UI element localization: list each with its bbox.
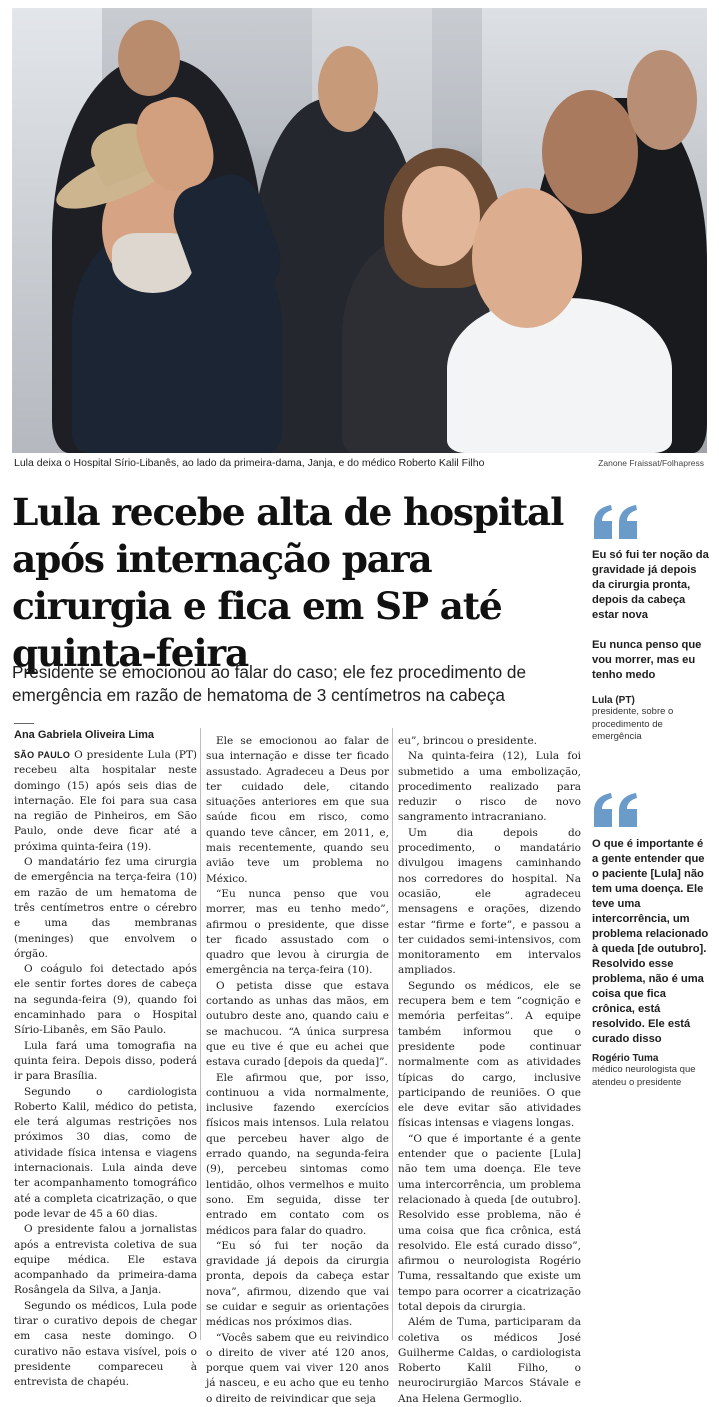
article-column-1 [14, 748, 197, 1390]
article-column-2 [206, 734, 389, 1407]
paragraph: eu”, brincou o presidente. [398, 735, 538, 747]
paragraph: Segundo o cardiologista Roberto Kalil, médico do petista, ele terá algumas restrições nos próximos 30 dias, como de atividade física intensa e viagens internacionais. Lula ainda deve ter acompanhamento tomográfico até a completa cicatrização, o que pode levar de 45 a 60 dias. [14, 1085, 197, 1220]
paragraph: Segundo os médicos, ele se recupera bem e tem “cognição e memória perfeitas”. A equipe também informou que o presidente pode continuar normalmente com as atividades típicas do cargo, inclusive participando de reuniões. O que ele deve evitar são atividades físicas intensas e viagens longas. [398, 979, 581, 1130]
article-photo [12, 8, 707, 453]
photo-head [472, 188, 582, 328]
photo-figure-doctor [447, 298, 672, 453]
photo-head [318, 46, 378, 132]
quote-author: Rogério Tuma [592, 1053, 659, 1064]
paragraph: Ele afirmou que, por isso, continuou a vida normalmente, inclusive fazendo exercícios físicos mais intensos. Lula relatou que percebeu haver algo de errado quando, na segunda-feira (9), percebeu sintomas como lentidão, olhos vermelhos e muito sono. Em seguida, disse ter entrado em contato com os médicos para falar do quadro. [206, 1071, 389, 1237]
column-divider [200, 728, 201, 1340]
pull-quote-lula [592, 505, 710, 744]
article-column-3 [398, 734, 581, 1407]
paragraph: Lula fará uma tomografia na quinta feira. Depois disso, poderá ir para Brasília. [14, 1039, 197, 1083]
paragraph: “O que é importante é a gente entender que o paciente [Lula] não tem uma doença. Ele teve uma intercorrência, um problema relacionado à queda [de outubro]. Resolvido esse problema, não é uma coisa que fica crônica, está resolvido. Ele está curado disso”, afirmou o neurologista Rogério Tuma, ressaltando que existe um tempo para ocorrer a cicatrização total depois da cirurgia. [398, 1132, 581, 1313]
paragraph: SÃO PAULO O presidente Lula (PT) recebeu alta hospitalar neste domingo (15) após seis dias de internação. Ele foi para sua casa na região de Pinheiros, em São Paulo, onde deve ficar até a próxima quinta-feira (19). [14, 749, 197, 853]
paragraph: Ele se emocionou ao falar de sua internação e disse ter ficado assustado. Agradeceu a Deus por ter cuidado dele, citando situações anteriores em que sua saúde ficou em risco, como quando teve câncer, em 2011, e, mais recentemente, quando seu avião teve um problema no México. [206, 735, 389, 885]
photo-caption [14, 457, 708, 469]
photo-head [542, 90, 638, 214]
quote-author: Lula (PT) [592, 695, 635, 706]
quote-author-role: presidente, sobre o procedimento de emergência [592, 706, 674, 742]
dateline: SÃO PAULO [14, 750, 71, 760]
paragraph: O presidente falou a jornalistas após a entrevista coletiva de sua equipe médica. Ele estava acompanhado da primeira-dama Rosângela da Silva, a Janja. [14, 1223, 197, 1297]
paragraph: O petista disse que estava cortando as unhas das mãos, em outubro deste ano, quando caiu e se machucou. “A única surpresa que eu tive é que eu achei que estava curado [depois da queda]”. [206, 979, 389, 1069]
byline-rule [14, 723, 34, 724]
paragraph: “Eu só fui ter noção da gravidade já depois da cirurgia pronta, depois da cabeça estar nova”, afirmou, dizendo que vai se cuidar e seguir as orientações médicas nos próximos dias. [206, 1239, 389, 1329]
quote-text: Eu só fui ter noção da gravidade já depois da cirurgia pronta, depois da cabeça estar nova [592, 549, 709, 621]
photo-head [627, 50, 697, 150]
paragraph: “Eu nunca penso que vou morrer, mas eu tenho medo”, afirmou o presidente, que disse ter ficado assustado com o quadro que levou à cirurgia de emergência na terça-feira (10). [206, 887, 389, 977]
paragraph: O coágulo foi detectado após ele sentir fortes dores de cabeça na segunda-feira (9), quando foi encaminhado para o Hospital Sírio-Libanês, em São Paulo. [14, 963, 197, 1037]
article-headline: Lula recebe alta de hospital após internação para cirurgia e fica em SP até quinta-feira [12, 490, 564, 675]
paragraph: Um dia depois do procedimento, o mandatário divulgou imagens caminhando nos corredores do hospital. Na ocasião, ele agradeceu mensagens e orações, dizendo estar “firme e forte”, e passou a ter cuidados semi-intensivos, com monitoramento em intervalos ampliados. [398, 826, 581, 977]
photo-caption-text: Lula deixa o Hospital Sírio-Libanês, ao lado da primeira-dama, Janja, e do médico Roberto Kalil Filho [14, 457, 485, 469]
quote-icon [592, 505, 640, 539]
quote-author-role: médico neurologista que atendeu o presidente [592, 1064, 696, 1088]
photo-credit: Zanone Fraissat/Folhapress [598, 458, 704, 468]
article-byline: Ana Gabriela Oliveira Lima [14, 729, 155, 741]
column-divider [392, 728, 393, 1340]
paragraph: Na quinta-feira (12), Lula foi submetido a uma embolização, procedimento realizado para reduzir o risco de novo sangramento intracraniano. [398, 750, 581, 824]
paragraph: Além de Tuma, participaram da coletiva os médicos José Guilherme Caldas, o cardiologista Roberto Kalil Filho, o neurocirurgião Marcos Stávale e Ana Helena Germoglio. [398, 1316, 581, 1405]
quote-text: O que é importante é a gente entender que o paciente [Lula] não tem uma doença. Ele teve uma intercorrência, um problema relacionado à queda [de outubro]. Resolvido esse problema, não é uma coisa que fica crônica, está resolvido. Ele está curado disso [592, 838, 709, 1045]
pull-quote-tuma [592, 793, 710, 1089]
photo-head [402, 166, 480, 266]
paragraph: Segundo os médicos, Lula pode tirar o curativo depois de chegar em casa neste domingo. O curativo não estava visível, pois o presidente compareceu à entrevista de chapéu. [14, 1299, 197, 1389]
quote-text: Eu nunca penso que vou morrer, mas eu tenho medo [592, 639, 702, 681]
article-subhead: Presidente se emocionou ao falar do caso; ele fez procedimento de emergência em razão de hematoma de 3 centímetros na cabeça [12, 662, 527, 705]
paragraph: “Vocês sabem que eu reivindico o direito de viver até 120 anos, porque quem vai viver 120 anos já nasceu, e eu acho que eu tenho o direito de reivindicar que seja [206, 1331, 389, 1405]
quote-icon [592, 793, 640, 827]
photo-head [118, 20, 180, 96]
paragraph: O mandatário fez uma cirurgia de emergência na terça-feira (10) em razão de um hematoma de três centímetros entre o cérebro e uma das membranas (meninges) que envolvem o órgão. [14, 856, 197, 960]
